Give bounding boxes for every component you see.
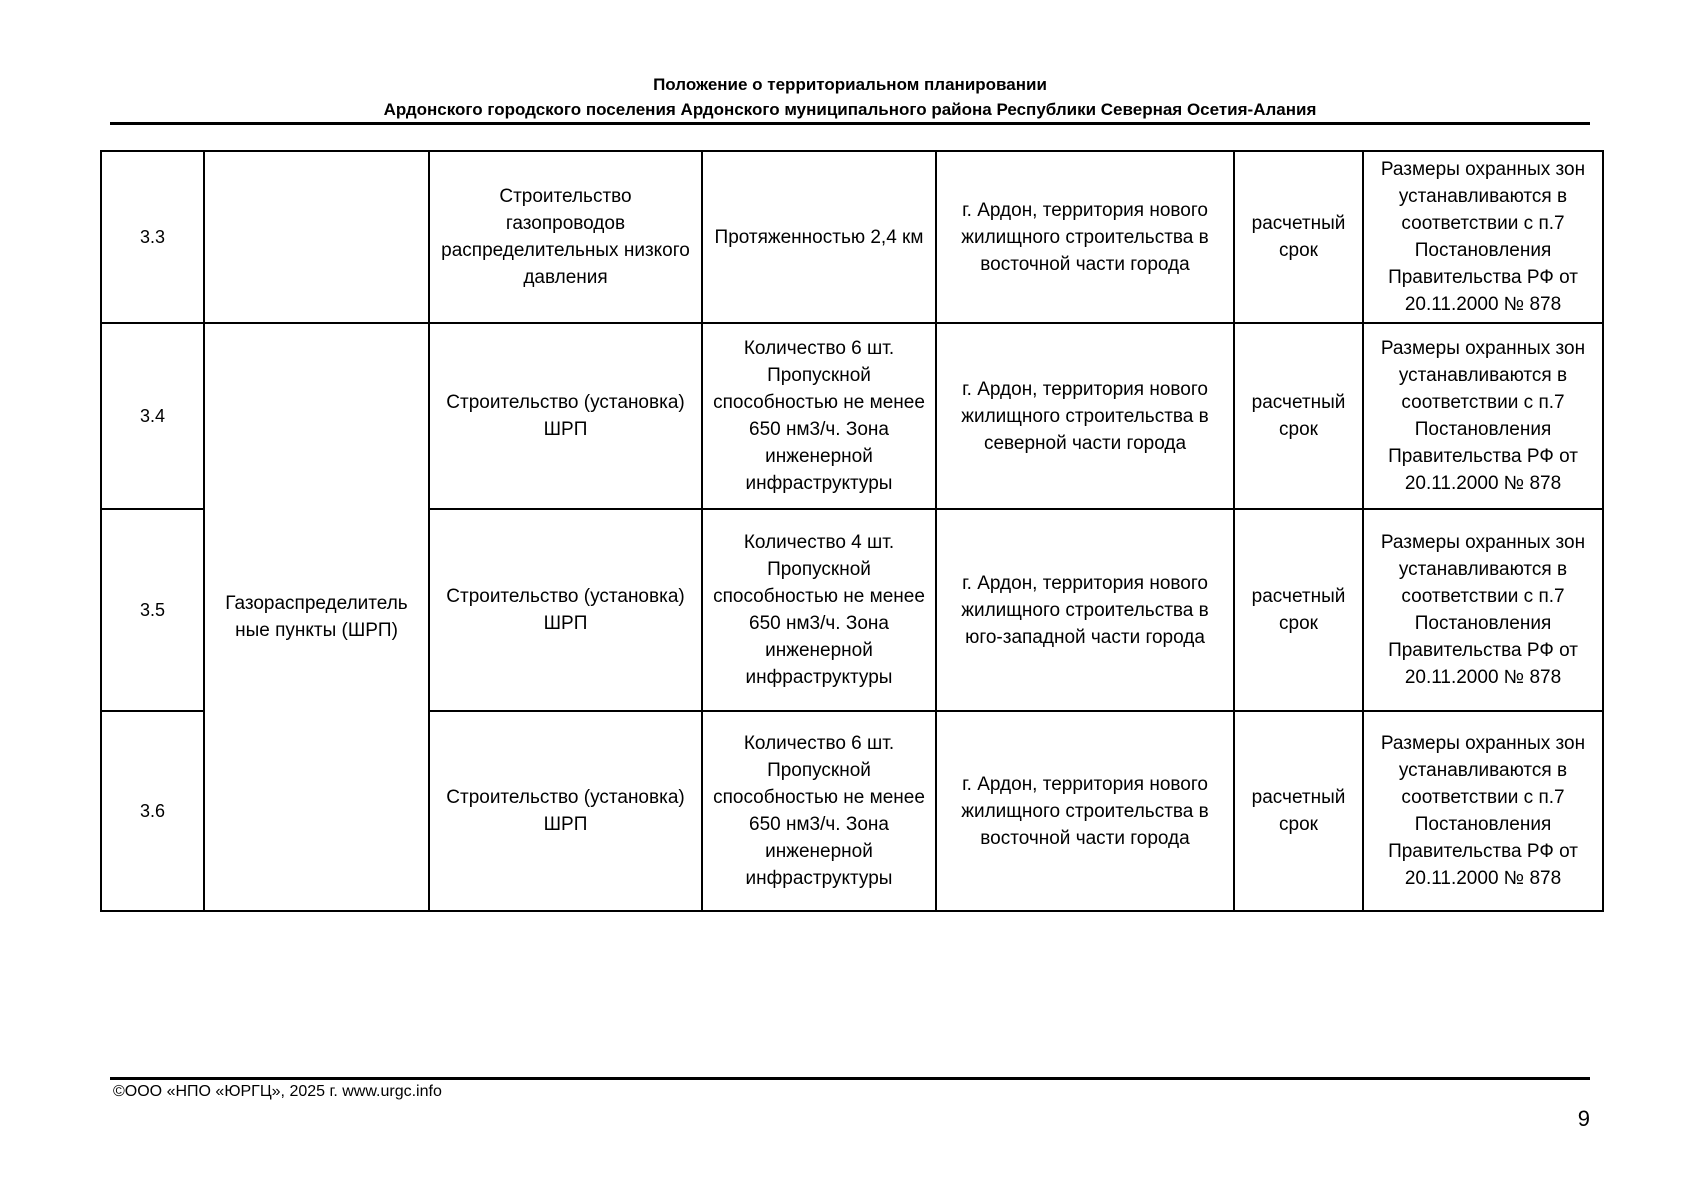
work-cell: Строительство газопроводов распределительных низкого давления [429,151,702,323]
object-name-cell [204,151,429,323]
header-title-line1: Положение о территориальном планировании [653,75,1047,94]
location-cell: г. Ардон, территория нового жилищного строительства в восточной части города [936,711,1234,911]
term-cell: расчетный срок [1234,711,1363,911]
zones-cell: Размеры охранных зон устанавливаются в соответствии с п.7 Постановления Правительства РФ от 20.11.2000 № 878 [1363,323,1603,509]
footer-copyright: ©ООО «НПО «ЮРГЦ», 2025 г. www.urgc.info [113,1083,442,1100]
object-group-cell: Газораспределитель ные пункты (ШРП) [204,323,429,911]
term-cell: расчетный срок [1234,323,1363,509]
location-cell: г. Ардон, территория нового жилищного строительства в юго-западной части города [936,509,1234,711]
location-cell: г. Ардон, территория нового жилищного строительства в северной части города [936,323,1234,509]
parameters-cell: Количество 6 шт. Пропускной способностью не менее 650 нм3/ч. Зона инженерной инфраструктуры [702,711,936,911]
zones-cell: Размеры охранных зон устанавливаются в соответствии с п.7 Постановления Правительства РФ от 20.11.2000 № 878 [1363,509,1603,711]
term-cell: расчетный срок [1234,151,1363,323]
parameters-cell: Количество 6 шт. Пропускной способностью не менее 650 нм3/ч. Зона инженерной инфраструктуры [702,323,936,509]
term-cell: расчетный срок [1234,509,1363,711]
row-number: 3.5 [101,509,204,711]
table-row [101,323,1603,509]
row-number: 3.4 [101,323,204,509]
parameters-cell: Количество 4 шт. Пропускной способностью не менее 650 нм3/ч. Зона инженерной инфраструктуры [702,509,936,711]
zones-cell: Размеры охранных зон устанавливаются в соответствии с п.7 Постановления Правительства РФ от 20.11.2000 № 878 [1363,711,1603,911]
table-row [101,151,1603,323]
zones-cell: Размеры охранных зон устанавливаются в соответствии с п.7 Постановления Правительства РФ от 20.11.2000 № 878 [1363,151,1603,323]
work-cell: Строительство (установка) ШРП [429,509,702,711]
work-cell: Строительство (установка) ШРП [429,711,702,911]
page-header [110,72,1590,122]
parameters-cell: Протяженностью 2,4 км [702,151,936,323]
header-title-line2: Ардонского городского поселения Ардонского муниципального района Республики Северная Осетия-Алания [383,100,1317,119]
footer-divider [110,1077,1590,1080]
planning-table [100,150,1604,912]
row-number: 3.3 [101,151,204,323]
location-cell: г. Ардон, территория нового жилищного строительства в восточной части города [936,151,1234,323]
header-divider [110,122,1590,125]
work-cell: Строительство (установка) ШРП [429,323,702,509]
row-number: 3.6 [101,711,204,911]
page-number: 9 [1577,1106,1590,1131]
